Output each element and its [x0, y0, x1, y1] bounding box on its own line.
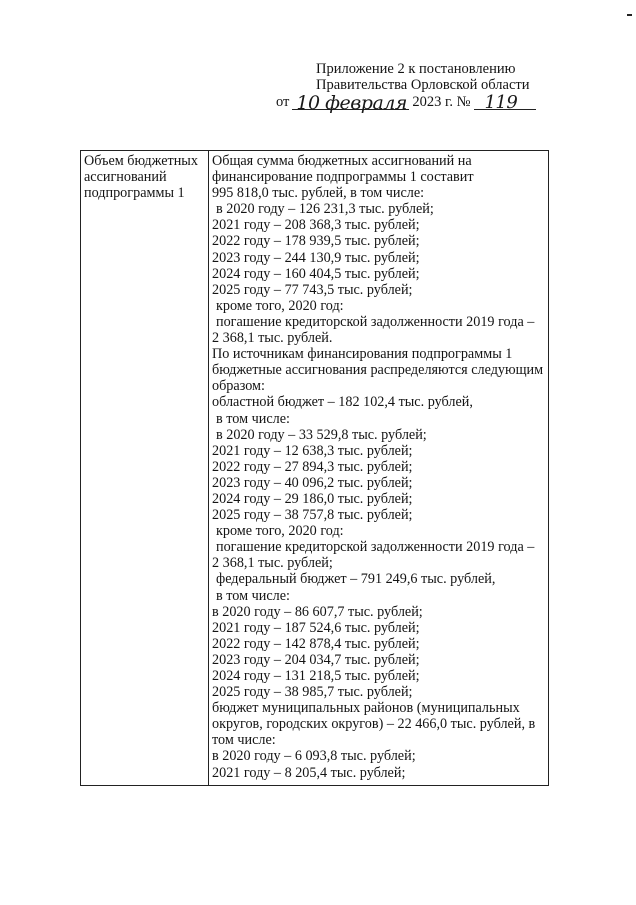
year-number-label: 2023 г. № [412, 94, 471, 110]
content-line: 2024 году – 29 186,0 тыс. рублей; [212, 490, 413, 507]
content-line: 2025 году – 38 985,7 тыс. рублей; [212, 684, 413, 701]
content-line: 2021 году – 208 368,3 тыс. рублей; [212, 217, 420, 234]
label-line: ассигнований [84, 169, 167, 186]
content-line: 2025 году – 38 757,8 тыс. рублей; [212, 507, 413, 524]
content-line: кроме того, 2020 год: [216, 523, 344, 540]
content-line: образом: [212, 378, 265, 395]
content-line: По источникам финансирования подпрограммы 1 [212, 346, 513, 363]
content-line: 2022 году – 142 878,4 тыс. рублей; [212, 635, 420, 652]
header-line-2: Правительства Орловской области [316, 77, 530, 93]
content-line: 995 818,0 тыс. рублей, в том числе: [212, 185, 425, 202]
row-content-cell [209, 151, 549, 786]
content-line: округов, городских округов) – 22 466,0 тыс. рублей, в [212, 716, 536, 733]
content-line: 2024 году – 160 404,5 тыс. рублей; [212, 265, 420, 282]
content-line: в 2020 году – 126 231,3 тыс. рублей; [216, 201, 434, 218]
content-line: в 2020 году – 6 093,8 тыс. рублей; [212, 748, 416, 765]
content-line: 2023 году – 244 130,9 тыс. рублей; [212, 249, 420, 266]
content-line: Общая сумма бюджетных ассигнований на [212, 153, 472, 169]
content-line: том числе: [212, 732, 276, 749]
appendix-header [276, 61, 546, 114]
content-line: в 2020 году – 33 529,8 тыс. рублей; [216, 426, 427, 443]
content-line: 2024 году – 131 218,5 тыс. рублей; [212, 668, 420, 684]
content-line: федеральный бюджет – 791 249,6 тыс. рублей, [216, 571, 496, 588]
content-line: бюджетные ассигнования распределяются следующим [212, 362, 544, 379]
label-line: подпрограммы 1 [84, 185, 185, 202]
content-line: 2023 году – 204 034,7 тыс. рублей; [212, 651, 420, 668]
header-line-1: Приложение 2 к постановлению [316, 61, 516, 77]
content-line: 2025 году – 77 743,5 тыс. рублей; [212, 281, 413, 298]
content-line: 2022 году – 178 939,5 тыс. рублей; [212, 233, 420, 250]
handwritten-date: 10 февраля [296, 92, 407, 114]
content-line: 2021 году – 8 205,4 тыс. рублей; [212, 764, 406, 781]
header-line-3 [276, 92, 546, 114]
content-line: финансирование подпрограммы 1 составит [212, 169, 474, 186]
label-line: Объем бюджетных [84, 153, 198, 169]
date-blank [292, 92, 409, 114]
handwritten-number: 119 [484, 92, 518, 113]
content-line: бюджет муниципальных районов (муниципальных [212, 700, 520, 717]
table-row [81, 151, 549, 786]
content-line: погашение кредиторской задолженности 2019 года – [216, 539, 535, 556]
from-label: от [276, 94, 290, 110]
content-line: 2022 году – 27 894,3 тыс. рублей; [212, 458, 413, 475]
content-line: областной бюджет – 182 102,4 тыс. рублей, [212, 394, 473, 411]
content-line: в том числе: [216, 587, 290, 604]
content-line: 2023 году – 40 096,2 тыс. рублей; [212, 474, 413, 491]
corner-mark [627, 14, 632, 16]
row-label-cell [81, 151, 209, 786]
content-line: кроме того, 2020 год: [216, 297, 344, 314]
content-line: 2021 году – 187 524,6 тыс. рублей; [212, 619, 420, 636]
content-line: 2 368,1 тыс. рублей; [212, 555, 333, 572]
budget-table [80, 150, 549, 786]
content-line: погашение кредиторской задолженности 2019 года – [216, 313, 535, 330]
content-line: в том числе: [216, 410, 290, 427]
number-blank [474, 92, 536, 113]
content-line: 2021 году – 12 638,3 тыс. рублей; [212, 442, 413, 459]
content-line: 2 368,1 тыс. рублей. [212, 330, 333, 347]
content-line: в 2020 году – 86 607,7 тыс. рублей; [212, 603, 423, 620]
